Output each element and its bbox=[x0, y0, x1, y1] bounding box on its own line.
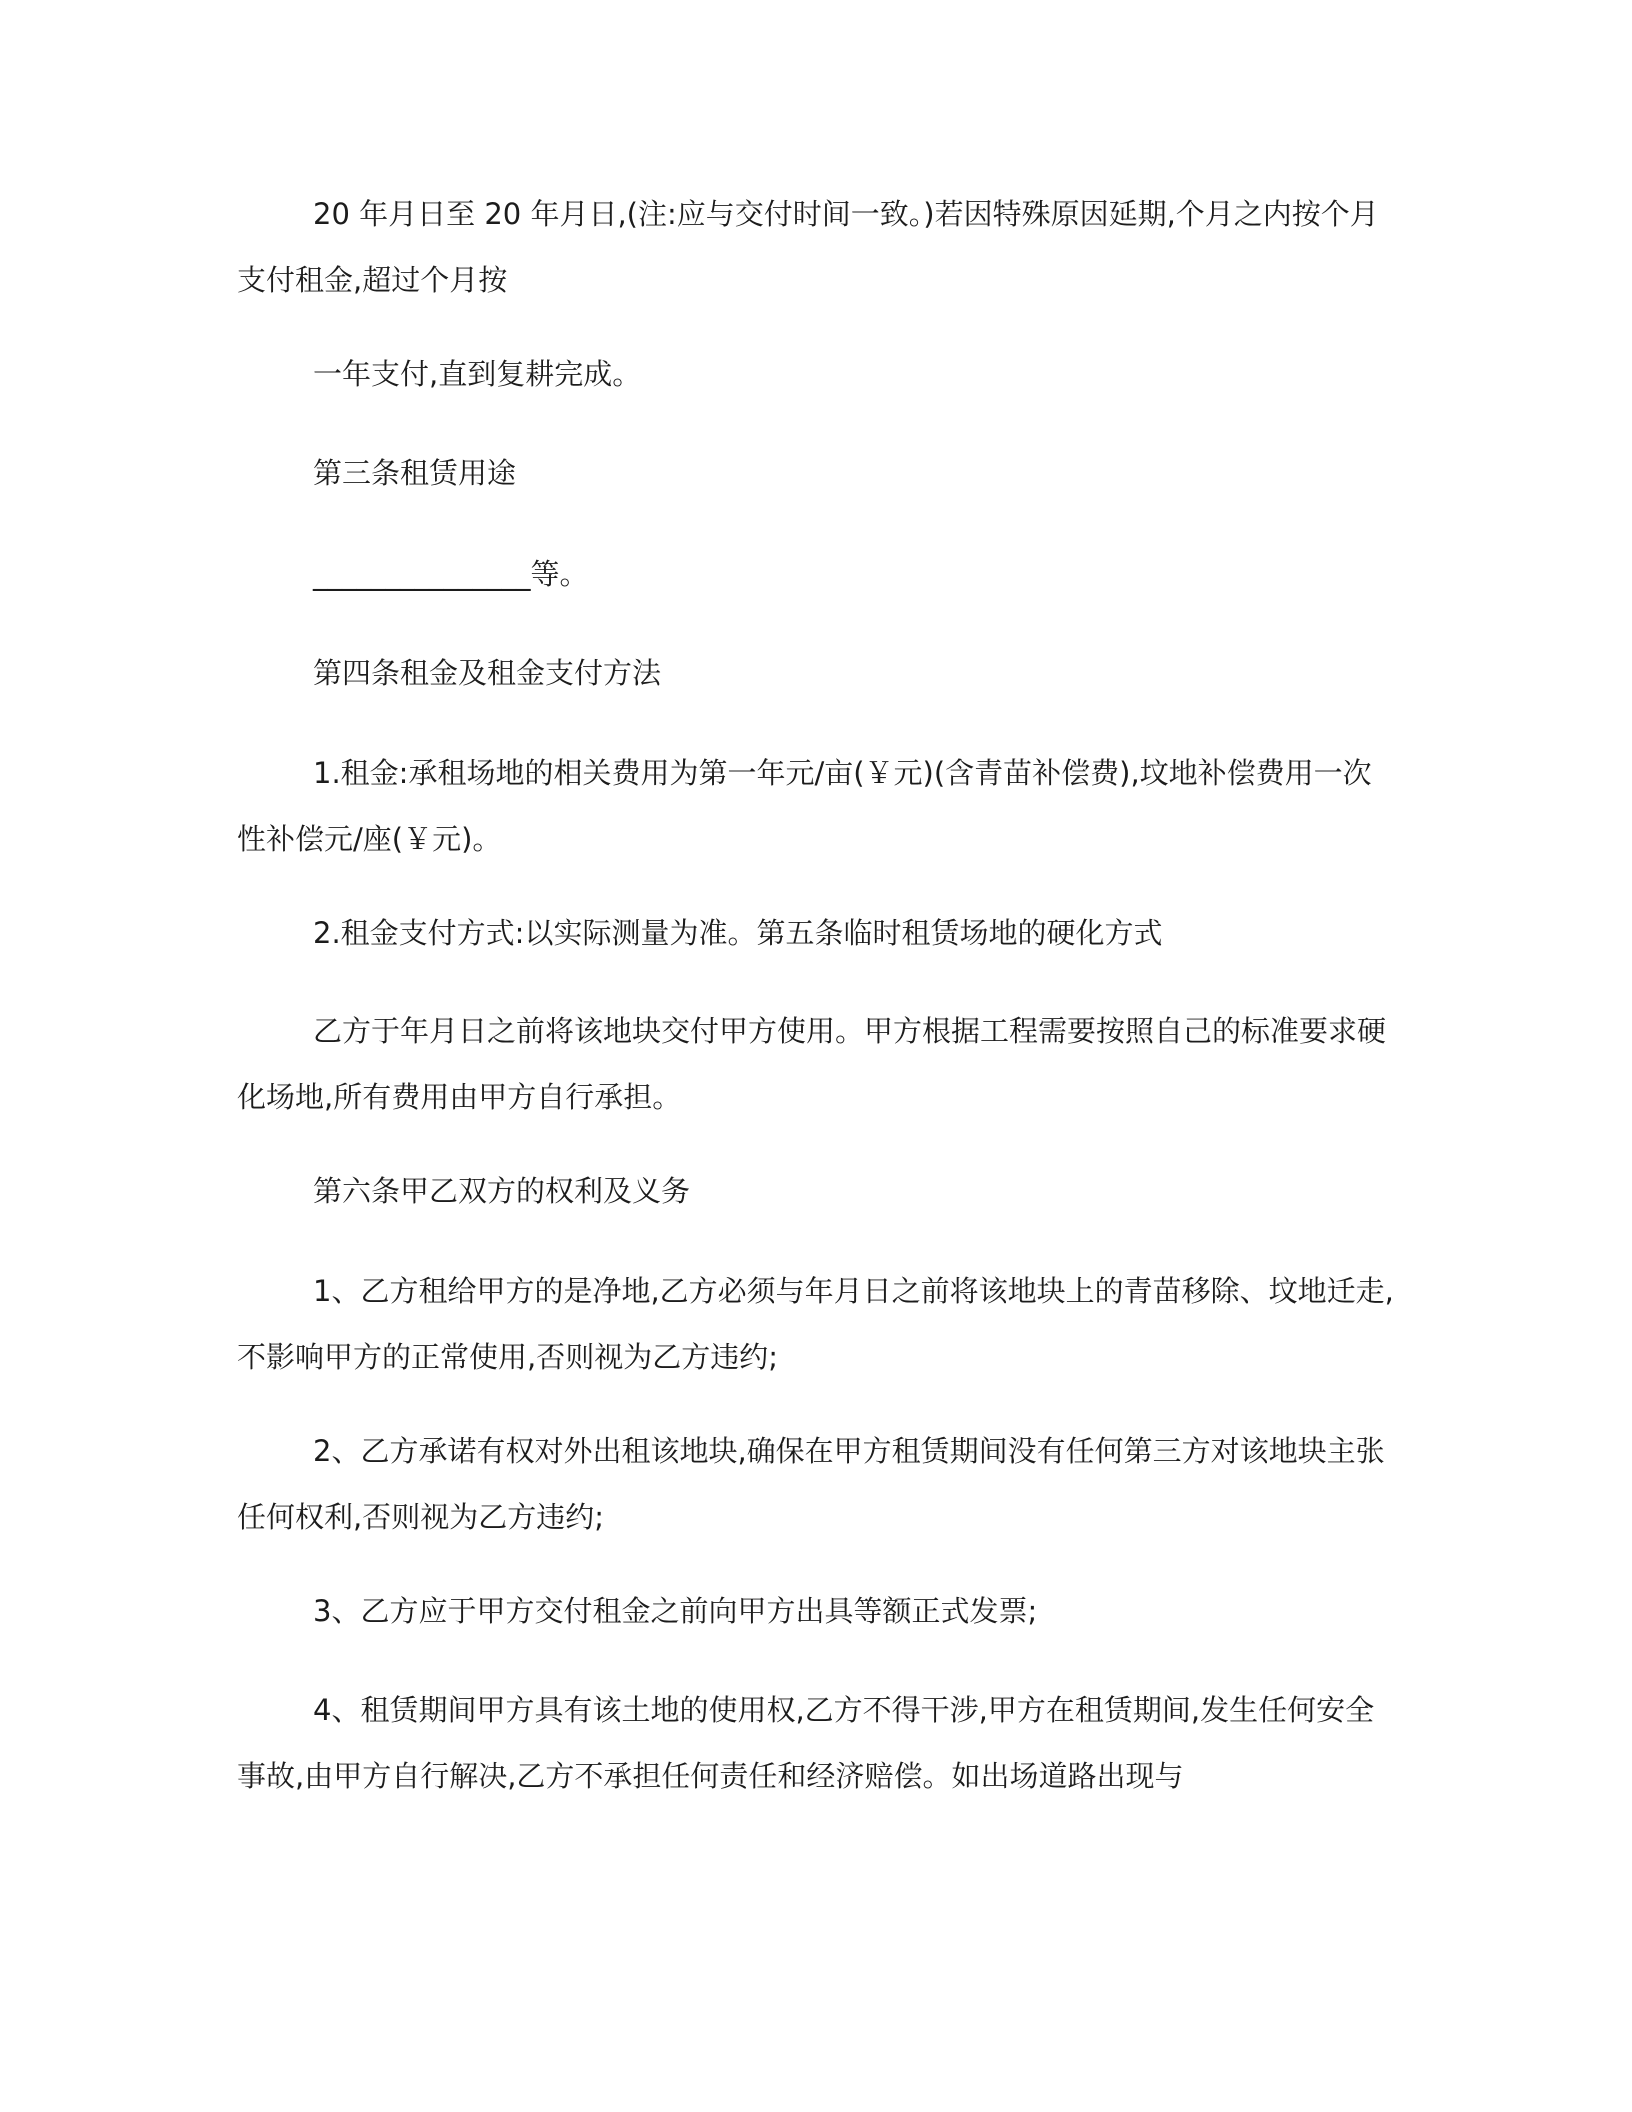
paragraph-rent-payment-method: 2.租金支付方式:以实际测量为准。第五条临时租赁场地的硬化方式 bbox=[313, 916, 1163, 950]
paragraph-obligation-1: 1、乙方租给甲方的是净地,乙方必须与年月日之前将该地块上的青苗移除、坟地迁走,不影响甲方的正常使用,否则视为乙方违约; bbox=[237, 1274, 1394, 1374]
paragraph-lease-period: 20 年月日至 20 年月日,(注:应与交付时间一致。)若因特殊原因延期,个月之内按个月支付租金,超过个月按 bbox=[237, 197, 1379, 297]
heading-article-4: 第四条租金及租金支付方法 bbox=[313, 656, 662, 690]
paragraph-obligation-2: 2、乙方承诺有权对外出租该地块,确保在甲方租赁期间没有任何第三方对该地块主张任何权利,否则视为乙方违约; bbox=[237, 1434, 1385, 1534]
heading-article-3: 第三条租赁用途 bbox=[313, 456, 517, 490]
heading-article-6: 第六条甲乙双方的权利及义务 bbox=[313, 1174, 691, 1208]
paragraph-obligation-3: 3、乙方应于甲方交付租金之前向甲方出具等额正式发票; bbox=[313, 1594, 1038, 1628]
paragraph-annual-payment: 一年支付,直到复耕完成。 bbox=[313, 357, 642, 391]
paragraph-obligation-4: 4、租赁期间甲方具有该土地的使用权,乙方不得干涉,甲方在租赁期间,发生任何安全事故,由甲方自行解决,乙方不承担任何责任和经济赔偿。如出场道路出现与 bbox=[237, 1693, 1375, 1793]
paragraph-usage-blank: _______________等。 bbox=[313, 557, 589, 591]
paragraph-rent-amount: 1.租金:承租场地的相关费用为第一年元/亩(￥元)(含青苗补偿费),坟地补偿费用一次性补偿元/座(￥元)。 bbox=[237, 756, 1372, 856]
paragraph-site-hardening: 乙方于年月日之前将该地块交付甲方使用。甲方根据工程需要按照自己的标准要求硬化场地,所有费用由甲方自行承担。 bbox=[237, 1014, 1387, 1114]
